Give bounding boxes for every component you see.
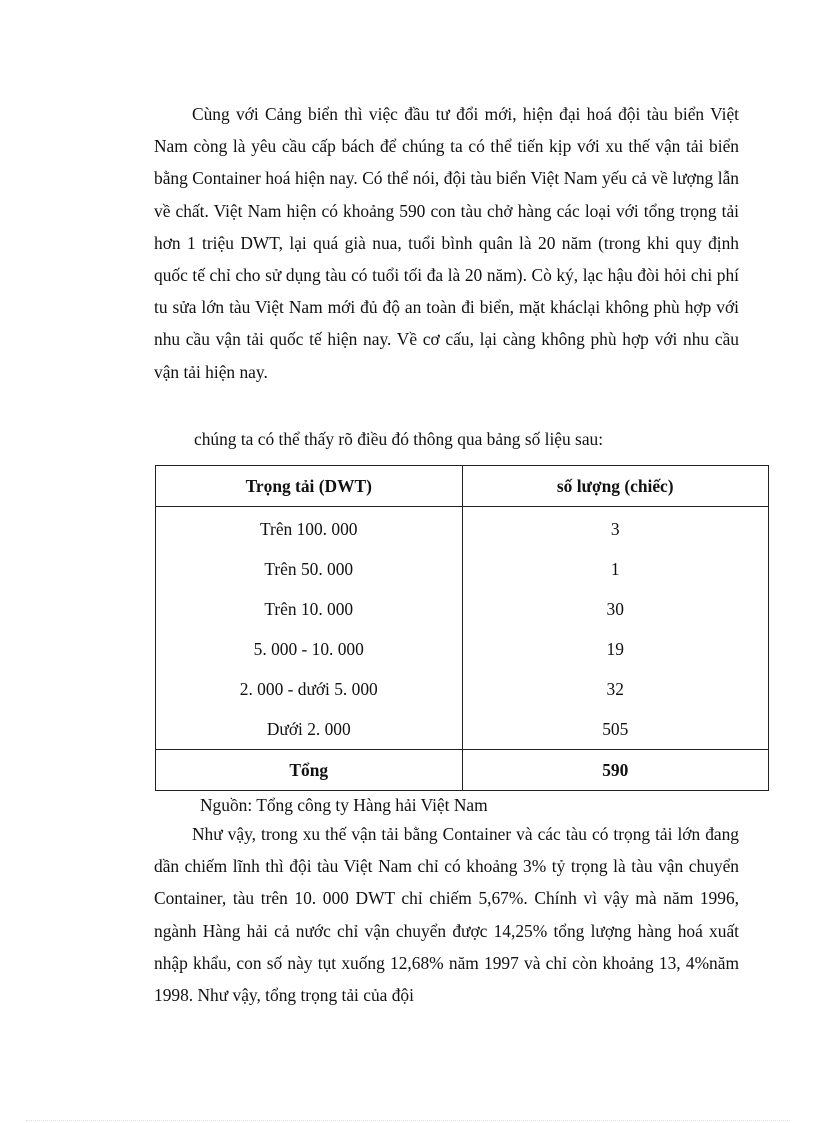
table-total-row — [156, 750, 769, 791]
count-cell: 1 — [462, 549, 769, 589]
table-row — [156, 629, 769, 669]
table-row — [156, 549, 769, 589]
column-header-tonnage: Trọng tải (DWT) — [156, 466, 463, 507]
tonnage-cell: 2. 000 - dưới 5. 000 — [156, 669, 463, 709]
count-cell: 3 — [462, 507, 769, 550]
tonnage-cell: Dưới 2. 000 — [156, 709, 463, 750]
tonnage-cell: 5. 000 - 10. 000 — [156, 629, 463, 669]
table-source-note: Nguồn: Tổng công ty Hàng hải Việt Nam — [200, 795, 488, 815]
table-row — [156, 589, 769, 629]
tonnage-cell: Trên 10. 000 — [156, 589, 463, 629]
total-count-cell: 590 — [462, 750, 769, 791]
count-cell: 30 — [462, 589, 769, 629]
table-row — [156, 669, 769, 709]
count-cell: 32 — [462, 669, 769, 709]
column-header-count: số lượng (chiếc) — [462, 466, 769, 507]
table-row — [156, 507, 769, 550]
page-bottom-divider — [26, 1120, 790, 1121]
table-row — [156, 709, 769, 750]
tonnage-cell: Trên 100. 000 — [156, 507, 463, 550]
table-intro-text: chúng ta có thể thấy rõ điều đó thông qua bảng số liệu sau: — [194, 429, 604, 449]
fleet-tonnage-table — [155, 465, 769, 791]
count-cell: 505 — [462, 709, 769, 750]
count-cell: 19 — [462, 629, 769, 669]
table-header-row — [156, 466, 769, 507]
body-paragraph: Như vậy, trong xu thế vận tải bằng Container và các tàu có trọng tải lớn đang dần chiếm lĩnh thì đội tàu Việt Nam chỉ có khoảng 3% tỷ trọng là tàu vận chuyển Container, tàu trên 10. 000 DWT chỉ chiếm 5,67%. Chính vì vậy mà năm 1996, ngành Hàng hải cả nước chỉ vận chuyển được 14,25% tổng lượng hàng hoá xuất nhập khẩu, con số này tụt xuống 12,68% năm 1997 và chỉ còn khoảng 13, 4%năm 1998. Như vậy, tổng trọng tải của đội — [154, 824, 739, 1006]
total-label-cell: Tổng — [156, 750, 463, 791]
tonnage-cell: Trên 50. 000 — [156, 549, 463, 589]
body-paragraph: Cùng với Cảng biển thì việc đầu tư đổi mới, hiện đại hoá đội tàu biển Việt Nam còng là yêu cầu cấp bách để chúng ta có thể tiến kịp với xu thế vận tải biển bằng Container hoá hiện nay. Có thể nói, đội tàu biển Việt Nam yếu cả về lượng lẫn về chất. Việt Nam hiện có khoảng 590 con tàu chở hàng các loại với tổng trọng tải hơn 1 triệu DWT, lại quá già nua, tuổi bình quân là 20 năm (trong khi quy định quốc tế chỉ cho sử dụng tàu có tuổi tối đa là 20 năm). Cò ký, lạc hậu đòi hỏi chi phí tu sửa lớn tàu Việt Nam mới đủ độ an toàn đi biển, mặt kháclại không phù hợp với nhu cầu vận tải quốc tế hiện nay. Về cơ cấu, lại càng không phù hợp với nhu cầu vận tải hiện nay. — [154, 104, 739, 382]
